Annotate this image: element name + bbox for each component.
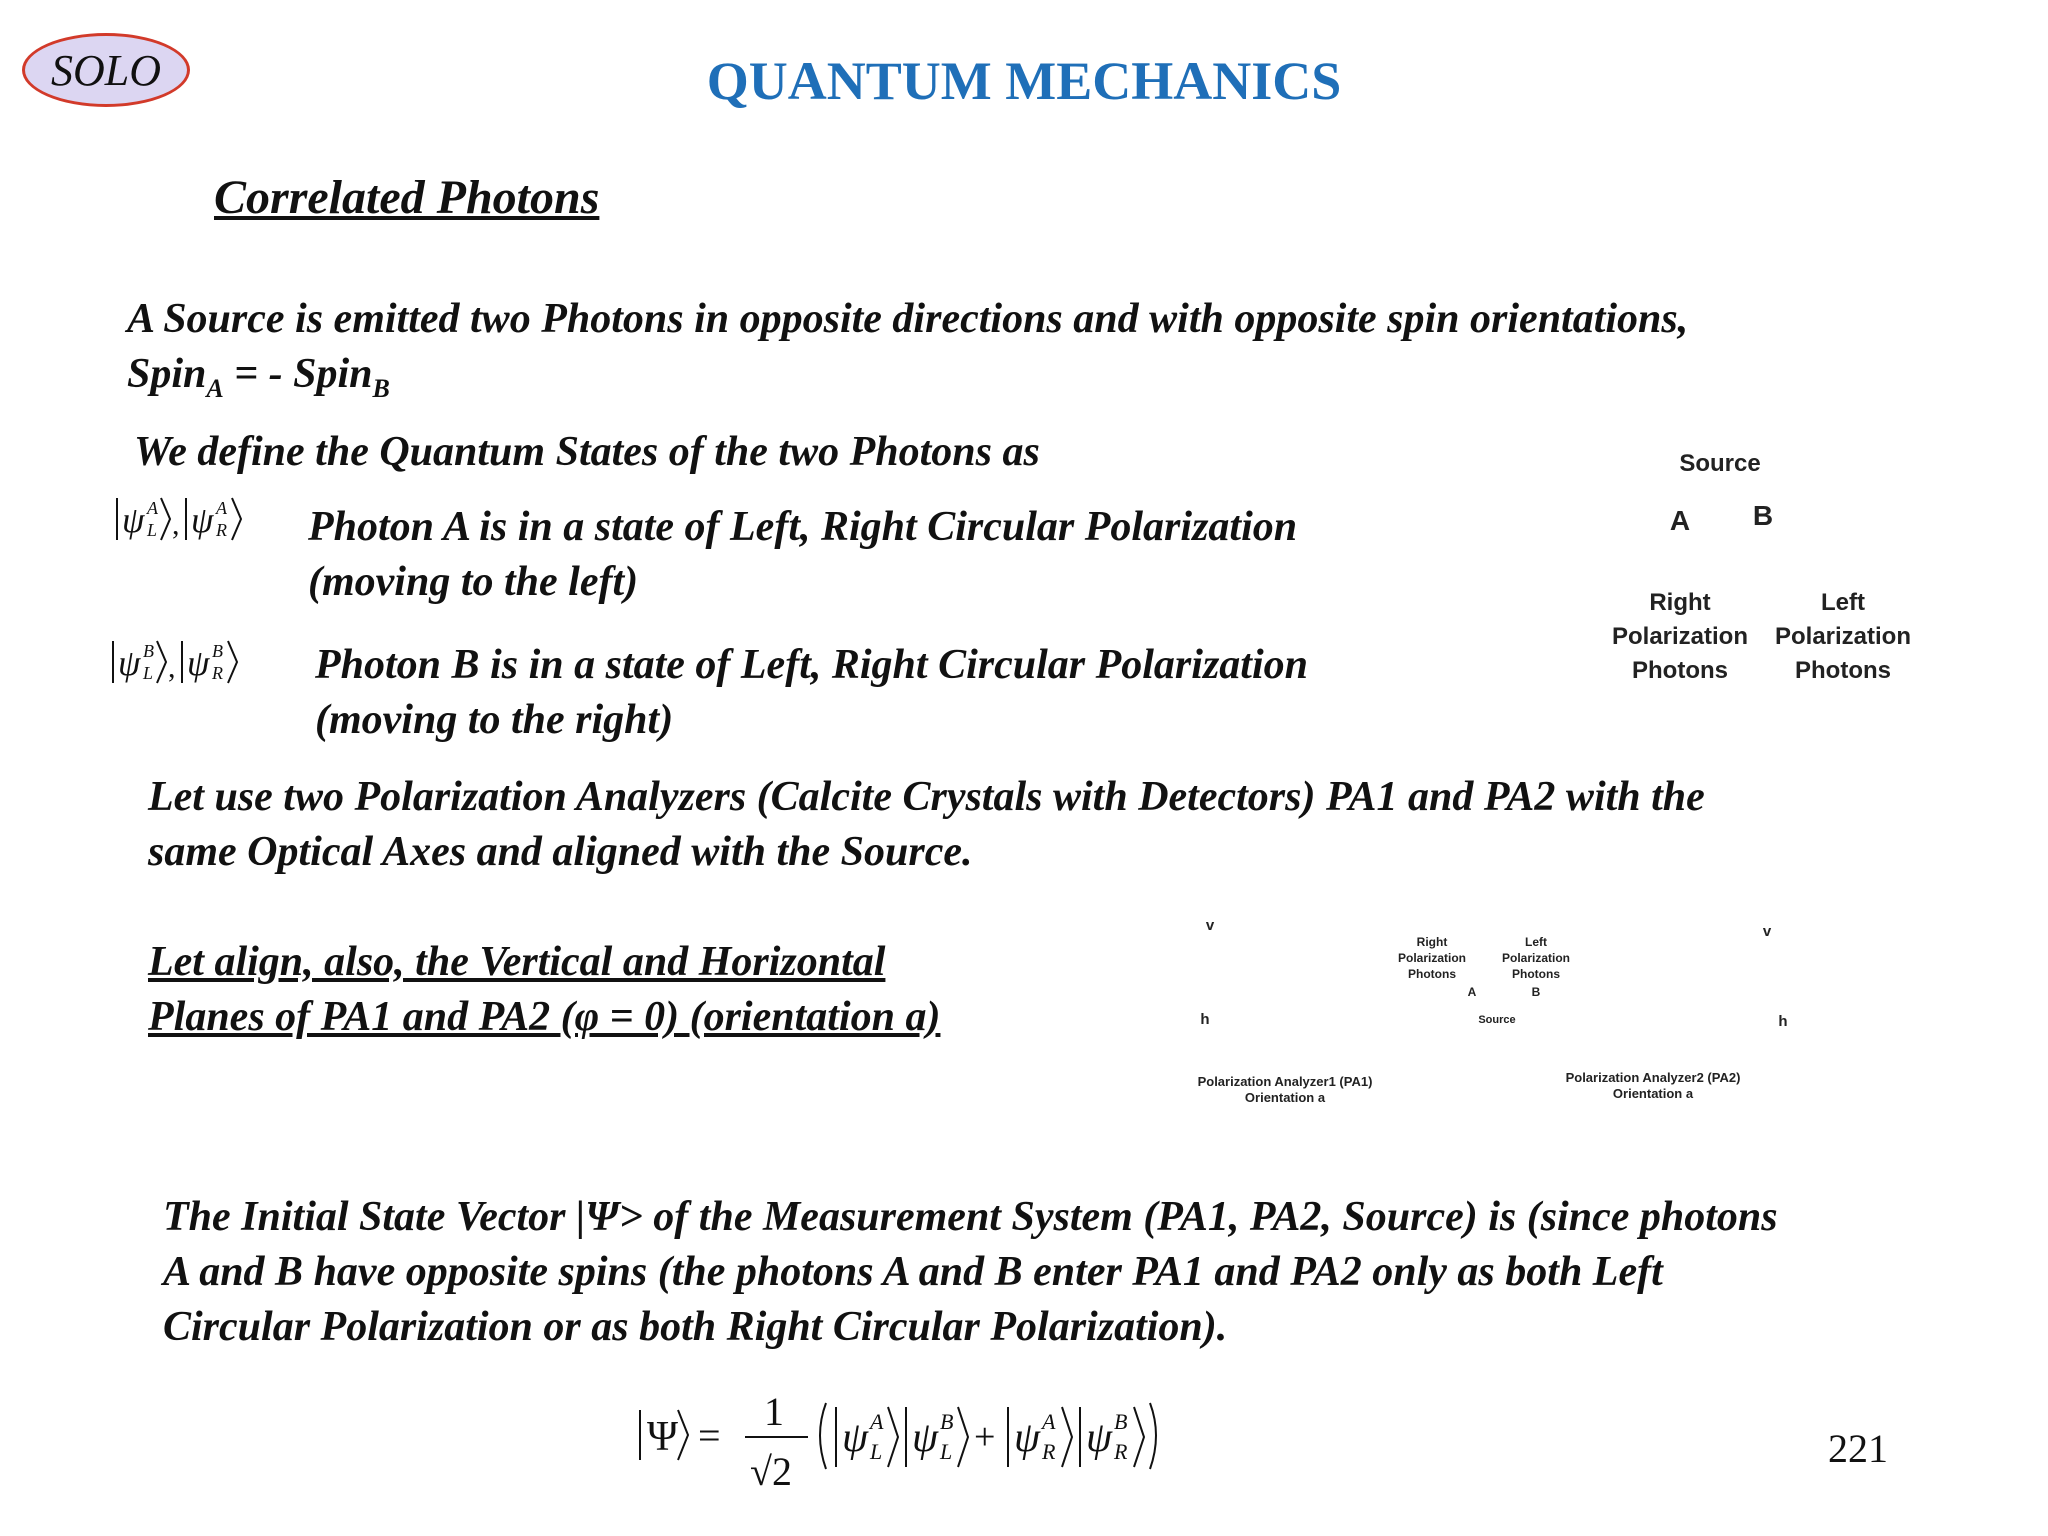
diagram2-source-label: Source bbox=[1478, 1014, 1516, 1026]
diagram1-right-line-3: Photons bbox=[1632, 657, 1728, 684]
logo-text: SOLO bbox=[50, 45, 162, 95]
photon-b-line-1: Photon B is in a state of Left, Right Circular Polarization bbox=[315, 642, 1308, 688]
state-vector-formula bbox=[630, 1385, 1230, 1505]
svg-text:+: + bbox=[974, 1416, 996, 1458]
svg-text:ψ: ψ bbox=[118, 643, 141, 683]
svg-text:,: , bbox=[172, 508, 180, 541]
photon-a-line-1: Photon A is in a state of Left, Right Circular Polarization bbox=[308, 504, 1298, 550]
diagram2-pa1-name: Polarization Analyzer1 (PA1) bbox=[1197, 1074, 1373, 1089]
svg-text:R: R bbox=[1114, 1439, 1128, 1464]
photon-b-line-2: (moving to the right) bbox=[315, 697, 674, 743]
source-description bbox=[127, 292, 1688, 406]
diagram2-pa1-orientation: Orientation a bbox=[1244, 1090, 1326, 1105]
svg-text:ψ: ψ bbox=[191, 500, 214, 540]
svg-text:A: A bbox=[216, 498, 227, 518]
svg-text:R: R bbox=[1042, 1439, 1056, 1464]
initial-state-line-2: A and B have opposite spins (the photons A and B enter PA1 and PA2 only as both Left bbox=[163, 1249, 1663, 1295]
svg-text:R: R bbox=[216, 520, 227, 540]
photon-b-description bbox=[315, 638, 1308, 748]
svg-text:B: B bbox=[940, 1409, 954, 1434]
diagram1-right-line-1: Right bbox=[1649, 589, 1711, 616]
diagram2-v-left: v bbox=[1205, 917, 1215, 934]
svg-text:√2: √2 bbox=[750, 1449, 792, 1494]
svg-text:L: L bbox=[143, 663, 154, 683]
photon-b-ket-formula bbox=[110, 633, 260, 693]
diagram1-source-label: Source bbox=[1679, 450, 1761, 477]
diagram2-v-right: v bbox=[1762, 923, 1772, 940]
diagram2-pa2-name: Polarization Analyzer2 (PA2) bbox=[1565, 1070, 1741, 1085]
svg-text:ψ: ψ bbox=[842, 1415, 869, 1461]
spin-equals: = - bbox=[223, 351, 294, 397]
photon-a-ket-formula bbox=[114, 490, 264, 550]
align-description bbox=[148, 935, 940, 1045]
photon-a-kets bbox=[114, 490, 264, 560]
diagram2-label-b: B bbox=[1531, 985, 1541, 999]
svg-text:L: L bbox=[147, 520, 158, 540]
photon-b-kets bbox=[110, 633, 260, 703]
diagram2-pa2-orientation: Orientation a bbox=[1612, 1086, 1694, 1101]
section-heading: Correlated Photons bbox=[214, 171, 600, 224]
svg-text:Ψ: Ψ bbox=[647, 1414, 678, 1460]
align-line-2: Planes of PA1 and PA2 (φ = 0) (orientation a) bbox=[148, 994, 941, 1040]
diagram1-left-label bbox=[1773, 586, 1913, 688]
diagram1-left-line-2: Polarization bbox=[1774, 623, 1912, 650]
svg-text:A: A bbox=[147, 498, 158, 518]
spin-a-sub: A bbox=[206, 374, 224, 403]
initial-state-line-3: Circular Polarization or as both Right Circular Polarization). bbox=[163, 1304, 1228, 1350]
spin-b: Spin bbox=[293, 351, 373, 397]
source-line-1: A Source is emitted two Photons in opposite directions and with opposite spin orientations, bbox=[127, 296, 1689, 342]
diagram2-h-right: h bbox=[1778, 1013, 1788, 1030]
diagram2-left-label bbox=[1496, 934, 1576, 982]
svg-text:ψ: ψ bbox=[187, 643, 210, 683]
diagram2-right-line-3: Photons bbox=[1408, 967, 1456, 981]
svg-text:B: B bbox=[1114, 1409, 1128, 1434]
diagram2-left-line-1: Left bbox=[1525, 935, 1547, 949]
spin-b-sub: B bbox=[372, 374, 390, 403]
svg-text:B: B bbox=[212, 641, 223, 661]
svg-text:ψ: ψ bbox=[1086, 1415, 1113, 1461]
diagram1-left-line-3: Photons bbox=[1795, 657, 1891, 684]
spin-relation bbox=[127, 347, 1688, 406]
diagram1-label-a: A bbox=[1669, 505, 1691, 536]
svg-text:1: 1 bbox=[764, 1389, 784, 1434]
diagram1-right-line-2: Polarization bbox=[1611, 623, 1749, 650]
svg-text:A: A bbox=[870, 1409, 884, 1434]
svg-text:L: L bbox=[870, 1439, 883, 1464]
initial-state-description bbox=[163, 1190, 1778, 1355]
photon-a-line-2: (moving to the left) bbox=[308, 559, 639, 605]
diagram2-h-left: h bbox=[1200, 1011, 1210, 1028]
page-title: QUANTUM MECHANICS bbox=[706, 51, 1342, 111]
initial-state-line-1: The Initial State Vector |Ψ> of the Measurement System (PA1, PA2, Source) is (since photons bbox=[163, 1194, 1778, 1240]
diagram2-right-line-2: Polarization bbox=[1397, 951, 1466, 965]
analyzers-description bbox=[148, 770, 1705, 880]
svg-text:ψ: ψ bbox=[912, 1415, 939, 1461]
diagram2-pa2 bbox=[1538, 1070, 1768, 1102]
spin-a: Spin bbox=[127, 351, 207, 397]
svg-text:R: R bbox=[212, 663, 223, 683]
diagram1-left-line-1: Left bbox=[1821, 589, 1865, 616]
diagram2-label-a: A bbox=[1467, 985, 1477, 999]
diagram2-right-line-1: Right bbox=[1416, 935, 1448, 949]
svg-text:ψ: ψ bbox=[122, 500, 145, 540]
svg-text:B: B bbox=[143, 641, 154, 661]
align-line-1: Let align, also, the Vertical and Horizontal bbox=[148, 939, 886, 985]
state-vector-equation bbox=[630, 1385, 1230, 1510]
define-states-text: We define the Quantum States of the two Photons as bbox=[134, 429, 1040, 475]
page-number: 221 bbox=[1828, 1426, 1888, 1471]
diagram1-label-b: B bbox=[1752, 500, 1774, 531]
diagram2-left-line-3: Photons bbox=[1512, 967, 1560, 981]
diagram2-left-line-2: Polarization bbox=[1501, 951, 1570, 965]
diagram1-right-label bbox=[1610, 586, 1750, 688]
analyzers-line-2: same Optical Axes and aligned with the Source. bbox=[148, 829, 973, 875]
svg-text:=: = bbox=[698, 1413, 721, 1458]
svg-text:,: , bbox=[168, 651, 176, 684]
diagram2-pa1 bbox=[1170, 1074, 1400, 1106]
svg-text:A: A bbox=[1042, 1409, 1056, 1434]
svg-text:ψ: ψ bbox=[1014, 1415, 1041, 1461]
svg-text:L: L bbox=[940, 1439, 953, 1464]
photon-a-description bbox=[308, 500, 1297, 610]
diagram2-right-label bbox=[1392, 934, 1472, 982]
analyzers-line-1: Let use two Polarization Analyzers (Calcite Crystals with Detectors) PA1 and PA2 with the bbox=[148, 774, 1705, 820]
